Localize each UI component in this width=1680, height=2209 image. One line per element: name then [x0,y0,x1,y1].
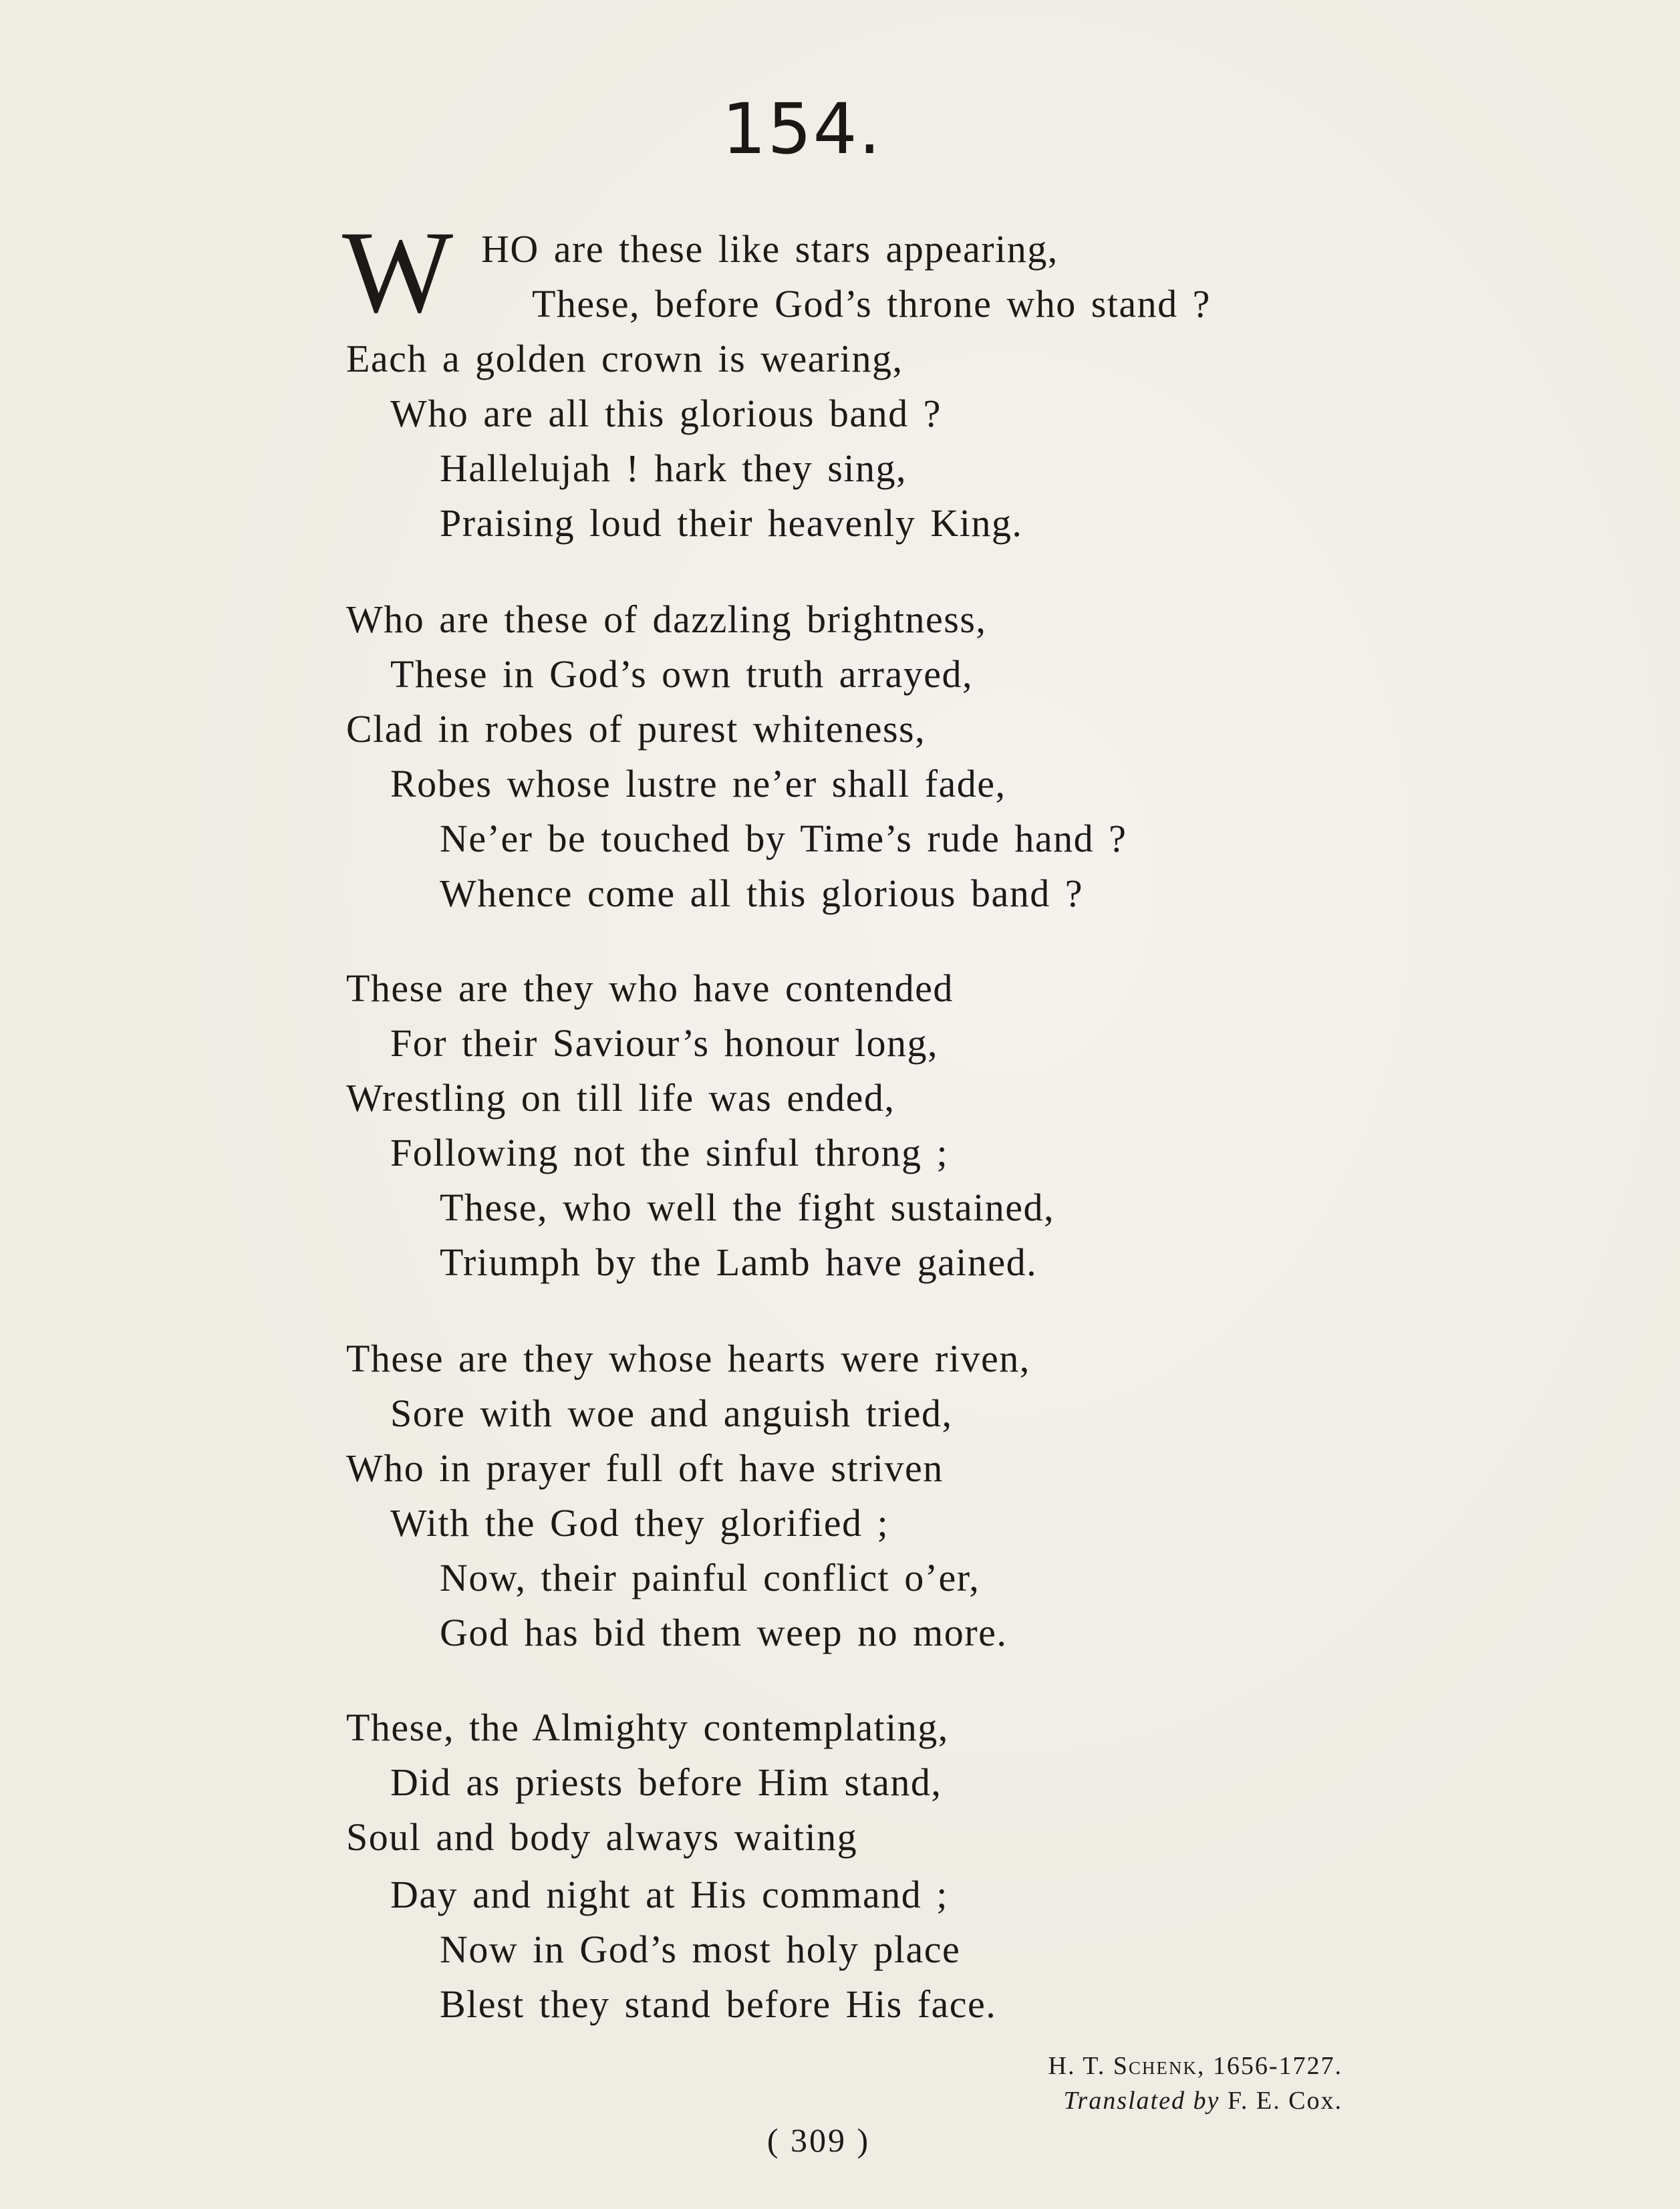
verse-line: Whence come all this glorious band ? [440,872,1083,915]
verse-line: Sore with woe and anguish tried, [390,1392,953,1435]
verse-line: Following not the sinful throng ; [390,1131,949,1174]
verse-line: Hallelujah ! hark they sing, [440,446,907,490]
verse-line: Blest they stand before His face. [440,1982,997,2026]
verse-line: Robes whose lustre ne’er shall fade, [390,762,1006,805]
translator-attribution [1063,2084,1343,2117]
verse-line: Wrestling on till life was ended, [346,1076,895,1120]
hymn-number: 154. [722,88,882,170]
verse-line: Each a golden crown is wearing, [346,337,903,380]
verse-line: Who are these of dazzling brightness, [346,598,987,641]
verse-line: God has bid them weep no more. [440,1611,1008,1654]
verse-line: These are they whose hearts were riven, [346,1337,1030,1380]
verse-line: Who in prayer full oft have striven [346,1446,944,1490]
translator-name: F. E. Cox. [1227,2087,1343,2115]
verse-line: Triumph by the Lamb have gained. [440,1241,1038,1284]
verse-line: These in God’s own truth arrayed, [390,652,973,696]
verse-line: Did as priests before Him stand, [390,1761,942,1804]
author-surname: Schenk, [1113,2052,1206,2080]
verse-line: These, before God’s throne who stand ? [532,282,1211,326]
verse-line: Ne’er be touched by Time’s rude hand ? [440,817,1127,860]
verse-line: Day and night at His command ; [390,1873,948,1916]
verse-line: With the God they glorified ; [390,1501,889,1545]
verse-line: For their Saviour’s honour long, [390,1021,939,1065]
verse-line: Soul and body always waiting [346,1815,858,1859]
verse-line: These, the Almighty contemplating, [346,1706,949,1749]
author-initials: H. T. [1048,2052,1106,2080]
verse-line: Clad in robes of purest whiteness, [346,707,926,751]
page-number: ( 309 ) [766,2121,871,2159]
author-dates: 1656-1727. [1212,2052,1343,2080]
verse-line: HO are these like stars appearing, [481,227,1059,271]
verse-line: Who are all this glorious band ? [390,392,942,435]
verse-line: Praising loud their heavenly King. [440,501,1023,545]
verse-line: These, who well the fight sustained, [440,1186,1055,1229]
translated-by-label: Translated by [1063,2087,1220,2115]
verse-line: Now in God’s most holy place [440,1928,961,1971]
verse-line: These are they who have contended [346,966,954,1010]
drop-cap: W [342,207,454,338]
author-attribution [1048,2049,1343,2083]
verse-line: Now, their painful conflict o’er, [440,1556,980,1599]
